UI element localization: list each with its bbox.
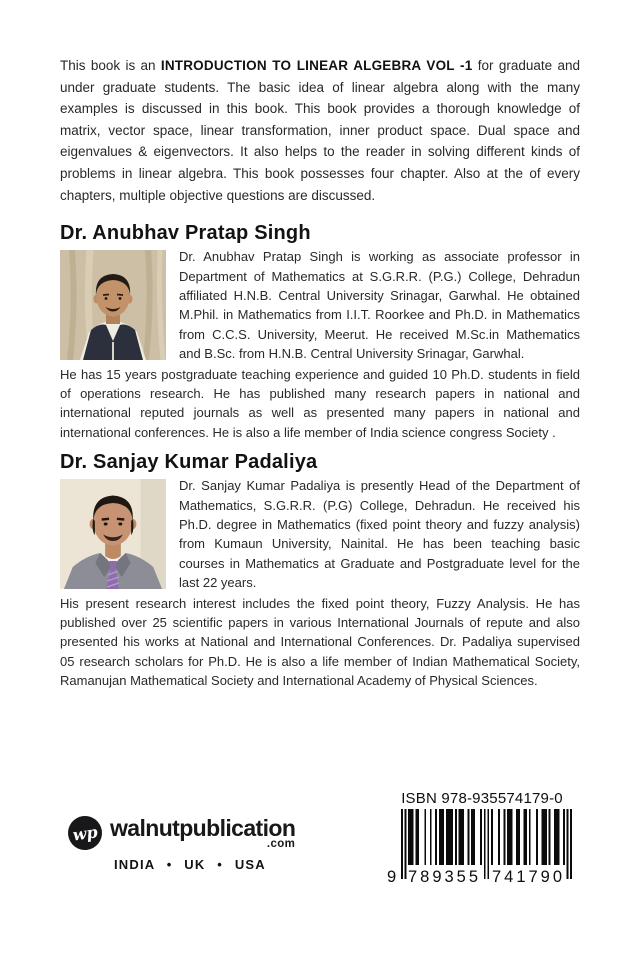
author-name: Dr. Anubhav Pratap Singh [60, 222, 311, 245]
description-intro: This book is an [60, 58, 161, 73]
author-section-anubhav [60, 222, 580, 442]
barcode-block [387, 789, 577, 886]
publisher-logo-row [68, 816, 295, 850]
author-portrait-illustration [60, 250, 166, 360]
book-description [60, 55, 580, 206]
author-bio-beside-photo: Dr. Anubhav Pratap Singh is working as associate professor in Department of Mathematics at S.G.R.R. (P.G.) College, Dehradun affiliated H.N.B. Central University Srinagar, Garwhal. He obtained M.Phil. in Mathematics from I.I.T. Roorkee and Ph.D. in Mathematics from C.C.S. University, Meerut. He received M.Sc.in Mathematics and B.Sc. from H.N.B. Central University Srinagar, Garwhal. [179, 249, 580, 362]
publisher-wordmark-wrap [110, 816, 295, 850]
barcode-digit-leading: 9 [387, 867, 397, 886]
barcode [387, 809, 577, 886]
isbn-label: ISBN 978-935574179-0 [401, 789, 563, 807]
author-photo [60, 250, 166, 360]
barcode-digit-group-1: 789355 [407, 867, 482, 886]
author-section-padaliya [60, 451, 580, 690]
author-name: Dr. Sanjay Kumar Padaliya [60, 451, 318, 474]
author-row [60, 479, 580, 592]
publisher-wordmark: walnutpublication [110, 814, 296, 841]
publisher-logo [60, 816, 295, 872]
author-bio-beside-photo: Dr. Sanjay Kumar Padaliya is presently Head of the Department of Mathematics, S.G.R.R. (P.G) College, Dehradun. He received his Ph.D. degree in Mathematics (fixed point theory and fuzzy analysis) from Kumaun University, Nainital. He has been teaching basic courses in Mathematics at Graduate and Postgraduate level for the last 22 years. [179, 478, 580, 591]
author-bio-continued: His present research interest includes the fixed point theory, Fuzzy Analysis. He has published over 25 scientific papers in various International Journals of repute and also presented his works at National and International Conferences. Dr. Padaliya supervised 05 research scholars for Ph.D. He is also a life member of Indian Mathematical Society, Ramanujan Mathematical Society and International Academy of Physical Sciences. [60, 595, 580, 689]
publisher-regions: INDIA • UK • USA [114, 856, 266, 872]
monogram-letters: wp [71, 821, 99, 844]
author-portrait-illustration [60, 479, 166, 589]
book-title-inline: INTRODUCTION TO LINEAR ALGEBRA VOL -1 [160, 58, 473, 73]
walnut-monogram-icon [66, 813, 104, 851]
author-bio-continued: He has 15 years postgraduate teaching experience and guided 10 Ph.D. students in field of operations research. He has published many research papers in national and international reputed journals as well as presented many papers in national and international conferences. He is also a life member of India science congress Society . [60, 366, 580, 440]
author-row [60, 250, 580, 363]
author-photo [60, 479, 166, 589]
publisher-domain-suffix: .com [266, 837, 296, 850]
footer [60, 789, 580, 886]
barcode-digit-group-2: 741790 [491, 867, 566, 886]
description-rest: for graduate and under graduate students. The basic idea of linear algebra along with the many examples is discussed in this book. This book provides a thorough knowledge of matrix, vector space, linear transformation, inner product space. Dual space and eigenvalues & eigenvectors. It also helps to the reader in solving different kinds of problems in linear algebra. This book possesses four chapter. Also at the of every chapters, multiple objective questions are discussed. [60, 58, 581, 203]
